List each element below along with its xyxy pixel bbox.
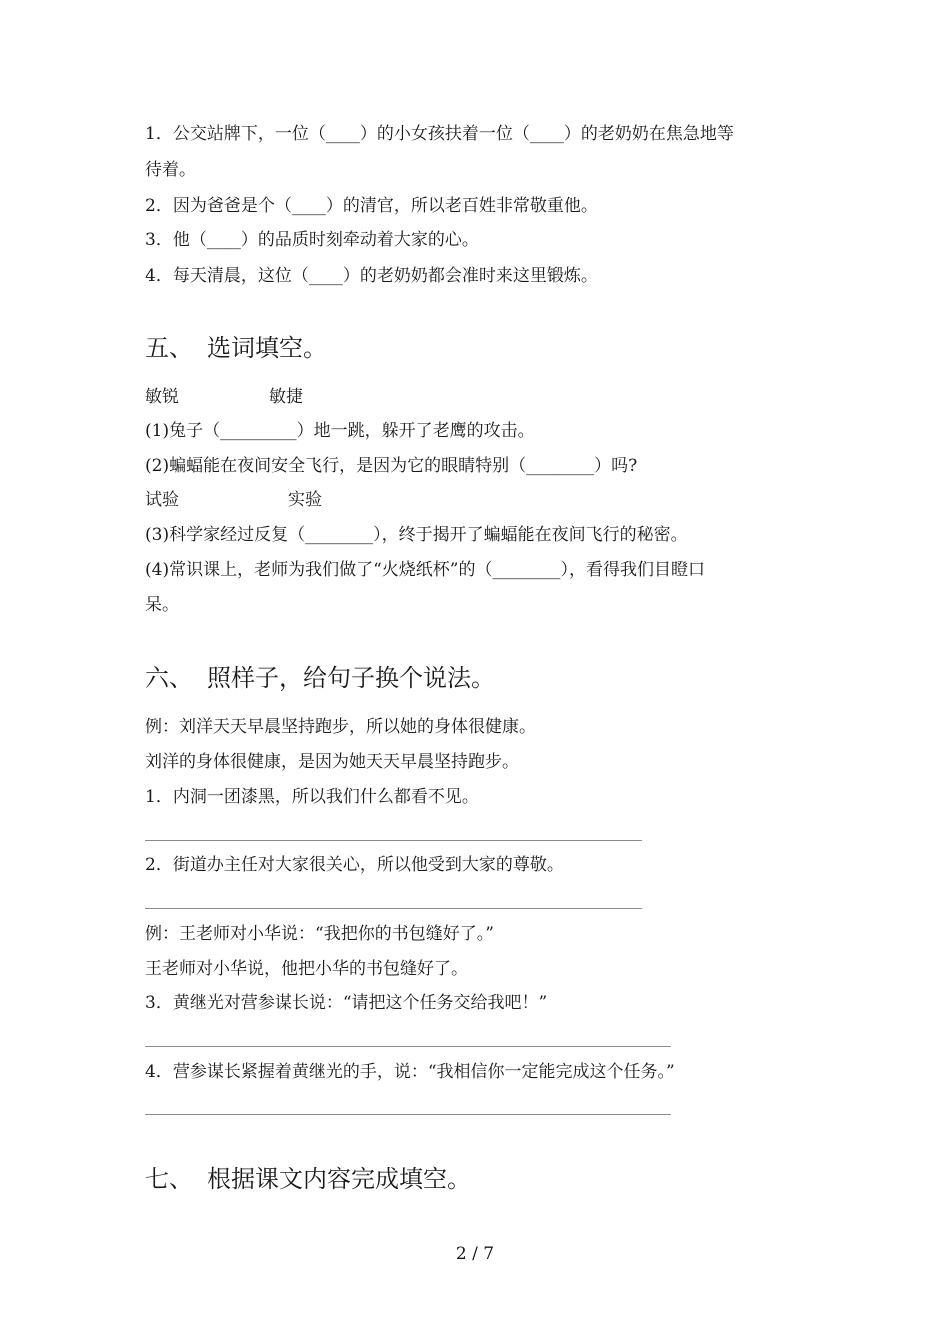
section-7-number: 七、	[145, 1165, 193, 1193]
section-6-heading	[145, 663, 495, 693]
s6-question-4: 4．营参谋长紧握着黄继光的手，说：“我相信你一定能完成这个任务。”	[145, 1062, 675, 1082]
answer-line-2[interactable]	[145, 908, 642, 909]
s5-question-3: (3)科学家经过反复（________），终于揭开了蝙蝠能在夜间飞行的秘密。	[145, 525, 688, 545]
s4-item-4: 4．每天清晨，这位（____）的老奶奶都会准时来这里锻炼。	[145, 266, 598, 286]
answer-line-4[interactable]	[145, 1114, 671, 1115]
s4-item-1: 1．公交站牌下，一位（____）的小女孩扶着一位（____）的老奶奶在焦急地等	[145, 124, 734, 144]
section-5-title: 选词填空。	[207, 334, 327, 362]
s5-question-1: (1)兔子（_________）地一跳，躲开了老鹰的攻击。	[145, 421, 535, 441]
example-2: 例：王老师对小华说：“我把你的书包缝好了。”	[145, 924, 494, 944]
answer-line-3[interactable]	[145, 1046, 671, 1047]
word-choice: 敏锐	[145, 387, 179, 407]
section-7-heading	[145, 1164, 471, 1194]
page-number: 2 / 7	[455, 1244, 495, 1264]
section-5-heading	[145, 333, 327, 363]
section-7-title: 根据课文内容完成填空。	[207, 1165, 471, 1193]
section-5-number: 五、	[145, 334, 193, 362]
section-6-number: 六、	[145, 664, 193, 692]
word-choice: 实验	[288, 490, 322, 510]
word-choice: 敏捷	[269, 387, 303, 407]
s6-question-3: 3．黄继光对营参谋长说：“请把这个任务交给我吧！”	[145, 993, 548, 1013]
example-1: 例：刘洋天天早晨坚持跑步，所以她的身体很健康。	[145, 717, 536, 737]
s4-item-2: 2．因为爸爸是个（____）的清官，所以老百姓非常敬重他。	[145, 196, 598, 216]
answer-line-1[interactable]	[145, 840, 642, 841]
s4-item-3: 3．他（____）的品质时刻牵动着大家的心。	[145, 230, 479, 250]
example-1-answer: 刘洋的身体很健康，是因为她天天早晨坚持跑步。	[145, 752, 519, 772]
word-choices-1	[145, 386, 303, 408]
s5-question-4: (4)常识课上，老师为我们做了“火烧纸杯”的（________），看得我们目瞪口	[145, 560, 705, 580]
s6-question-1: 1．内洞一团漆黑，所以我们什么都看不见。	[145, 787, 479, 807]
s4-item-1-cont: 待着。	[145, 160, 196, 180]
s6-question-2: 2．街道办主任对大家很关心，所以他受到大家的尊敬。	[145, 855, 564, 875]
example-2-answer: 王老师对小华说，他把小华的书包缝好了。	[145, 959, 468, 979]
s5-question-2: (2)蝙蝠能在夜间安全飞行，是因为它的眼睛特别（________）吗?	[145, 456, 638, 476]
word-choice: 试验	[145, 490, 179, 510]
section-6-title: 照样子，给句子换个说法。	[207, 664, 495, 692]
word-choices-2	[145, 489, 322, 511]
s5-question-4-cont: 呆。	[145, 595, 179, 615]
